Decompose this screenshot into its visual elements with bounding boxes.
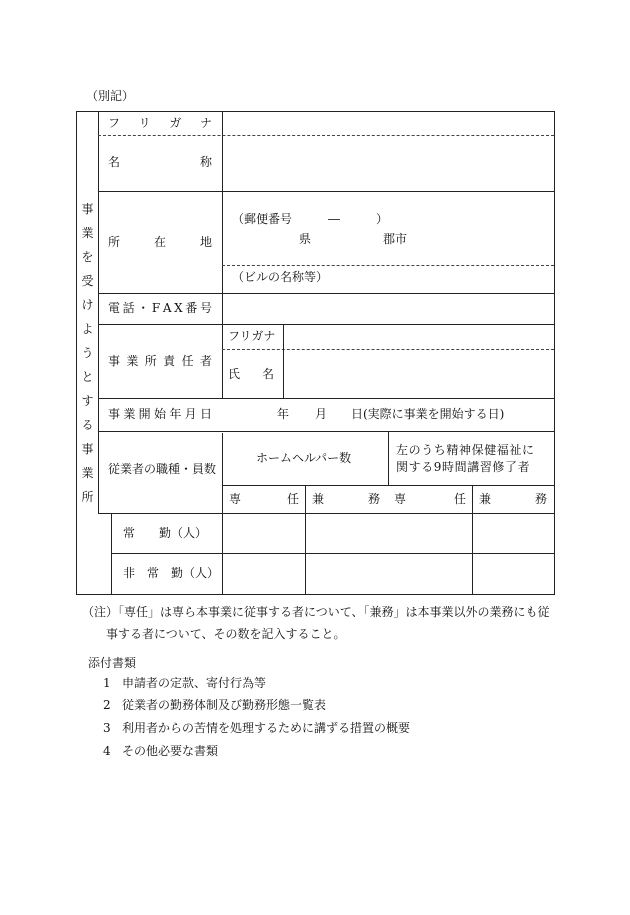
application-form-table	[76, 111, 555, 595]
attachment-number: 4	[103, 744, 111, 758]
furigana-label: フ リ ガ ナ	[108, 116, 212, 130]
full-time-header-2: 専 任	[394, 492, 466, 506]
attachment-number: 2	[103, 698, 111, 712]
name-label: 名 称	[108, 155, 212, 169]
building-name-field: （ビルの名称等）	[232, 270, 329, 284]
staff-label: 従業者の職種・員数	[108, 462, 217, 476]
attachment-item: その他必要な書類	[122, 744, 219, 758]
attachment-item: 利用者からの苦情を処理するために講ずる措置の概要	[122, 721, 411, 735]
non-regular-staff-label: 非 常 勤（人）	[123, 566, 220, 580]
phone-fax-label: 電 話 ・ F A X 番 号	[108, 301, 212, 315]
part-time-header-2: 兼 務	[479, 492, 547, 506]
start-date-label: 事 業 開 始 年 月 日	[108, 407, 212, 421]
attachment-number: 3	[103, 721, 111, 735]
training-header-line2: 関する9時間講習修了者	[396, 460, 531, 474]
manager-furigana-label: フリガナ	[228, 329, 276, 343]
address-label: 所 在 地	[108, 235, 212, 249]
side-title: 事 業 を 受 け よ う と す る 事 業 所	[81, 202, 94, 504]
manager-name-label: 氏 名	[228, 367, 274, 381]
attachment-item: 従業者の勤務体制及び勤務形態一覧表	[122, 698, 327, 712]
note-line-2: 事する者について、その数を記入すること。	[106, 627, 346, 641]
appendix-label: （別記）	[86, 89, 135, 103]
start-year-label: 年	[277, 407, 290, 421]
county-city-label: 郡市	[383, 232, 408, 246]
full-time-header-1: 専 任	[229, 492, 299, 506]
postal-code-field: （郵便番号 ― ）	[232, 212, 389, 226]
training-header-line1: 左のうち精神保健福祉に	[396, 443, 535, 457]
manager-label: 事 業 所 責 任 者	[108, 354, 212, 368]
attachment-number: 1	[103, 676, 111, 690]
start-month-label: 月	[315, 407, 328, 421]
prefecture-label: 県	[299, 232, 312, 246]
home-helper-header: ホームヘルパー数	[256, 451, 352, 465]
attachments-title: 添付書類	[88, 656, 137, 670]
start-day-label: 日(実際に事業を開始する日)	[351, 407, 505, 421]
part-time-header-1: 兼 務	[312, 492, 380, 506]
regular-staff-label: 常 勤（人）	[123, 526, 208, 540]
attachment-item: 申請者の定款、寄付行為等	[122, 676, 267, 690]
note-line-1: （注）「専任」は専ら本事業に従事する者について、「兼務」は本事業以外の業務にも従	[82, 605, 550, 619]
